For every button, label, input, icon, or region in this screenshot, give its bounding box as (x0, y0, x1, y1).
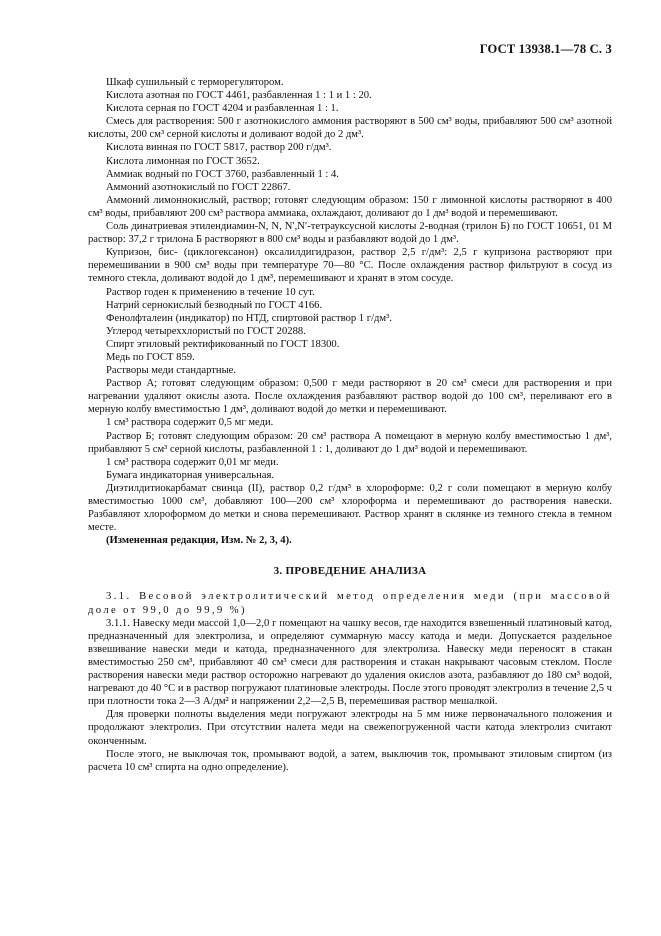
paragraph: Купризон, бис- (циклогексанон) оксалилдигидразон, раствор 2,5 г/дм³: 2,5 г купризона растворяют при перемешивании в 900 см³ воды при температуре 70—80 °С. После охлаждения раствор фильтруют в сосуд из темного стекла, доливают водой до 1 дм³, перемешивают и хранят в этом сосуде. (88, 247, 612, 285)
paragraph: Растворы меди стандартные. (106, 365, 237, 377)
paragraph: 1 см³ раствора содержит 0,5 мг меди. (106, 417, 274, 429)
paragraph: Шкаф сушильный с терморегулятором. (106, 77, 284, 88)
edition-note: (Измененная редакция, Изм. № 2, 3, 4). (106, 535, 292, 547)
paragraph: Кислота винная по ГОСТ 5817, раствор 200 г/дм³. (106, 142, 332, 154)
paragraph: Кислота серная по ГОСТ 4204 и разбавленная 1 : 1. (106, 103, 339, 115)
paragraph: Диэтилдитиокарбамат свинца (II), раствор 0,2 г/дм³ в хлороформе: 0,2 г соли помещают в мерную колбу вместимостью 1000 см³, добавляют 100—200 см³ хлороформа и перемешивают до растворения навески. Разбавляют хлороформом до метки и снова перемешивают. Раствор хранят в склянке из темного стекла в темном месте. (88, 482, 612, 534)
paragraph: Фенолфталеин (индикатор) по НТД, спиртовой раствор 1 г/дм³. (106, 312, 392, 324)
document-body (88, 76, 612, 774)
paragraph: Аммоний лимоннокислый, раствор; готовят следующим образом: 150 г лимонной кислоты растворяют в 400 см³ воды, прибавляют 200 см³ раствора аммиака, охлаждают, доливают до 1 дм³ водой и перемешивают. (88, 194, 612, 219)
paragraph: Углерод четыреххлористый по ГОСТ 20288. (106, 325, 306, 337)
section-title: 3. ПРОВЕДЕНИЕ АНАЛИЗА (273, 565, 427, 578)
paragraph: Кислота азотная по ГОСТ 4461, разбавленная 1 : 1 и 1 : 20. (106, 90, 372, 102)
paragraph: Раствор годен к применению в течение 10 сут. (106, 286, 315, 298)
paragraph: Аммоний азотнокислый по ГОСТ 22867. (106, 181, 291, 193)
paragraph: Аммиак водный по ГОСТ 3760, разбавленный 1 : 4. (106, 168, 339, 180)
paragraph: 3.1.1. Навеску меди массой 1,0—2,0 г помещают на чашку весов, где находится взвешенный платиновый катод, предназначенный для электролиза, и определяют суммарную массу катода и меди. Допускается раздельное взвешивание навески меди и катода, предназначенного для электролиза. Навеску меди переносят в стакан вместимостью 250 см³, прибавляют 40 см³ смеси для растворения и стакан накрывают часовым стеклом. После растворения навески меди раствор осторожно нагревают до удаления окислов азота, разбавляют до 180 см³ водой, нагревают до 40 °С и в раствор погружают платиновые электроды. После этого проводят электролиз в течение 2,5 ч при плотности тока 2—3 А/дм² и напряжении 2,2—2,5 В, перемешивая раствор мешалкой. (88, 617, 612, 708)
paragraph: Раствор А; готовят следующим образом: 0,500 г меди растворяют в 20 см³ смеси для растворения и при нагревании удаляют окислы азота. После охлаждения разбавляют раствор водой до 100 см³, переливают его в мерную колбу вместимостью 1 дм³, доливают водой до метки и перемешивают. (88, 378, 612, 416)
paragraph: Бумага индикаторная универсальная. (106, 469, 275, 481)
page-header: ГОСТ 13938.1—78 С. 3 (479, 42, 612, 56)
paragraph: Кислота лимонная по ГОСТ 3652. (106, 155, 260, 167)
paragraph: После этого, не выключая ток, промывают водой, а затем, выключив ток, промывают этиловым спиртом (из расчета 10 см³ спирта на одно определение). (88, 748, 612, 773)
paragraph: Медь по ГОСТ 859. (106, 351, 195, 363)
paragraph: Соль динатриевая этилендиамин-N, N, N′,N′-тетрауксусной кислоты 2-водная (трилон Б) по ГОСТ 10651, 01 М раствор: 37,2 г трилона Б растворяют в 800 см³ воды и разбавляют водой до 1 дм³. (88, 221, 612, 246)
subsection-heading: 3.1. Весовой электролитический метод определения меди (при массовой доле от 99,0 до 99,9 %) (88, 591, 612, 616)
paragraph: Раствор Б; готовят следующим образом: 20 см³ раствора А помещают в мерную колбу вместимостью 1 дм³, прибавляют 5 см³ серной кислоты, разбавленной 1 : 1, доливают до 1 дм³ водой и перемешивают. (88, 430, 612, 455)
paragraph: 1 см³ раствора содержит 0,01 мг меди. (106, 456, 279, 468)
paragraph: Смесь для растворения: 500 г азотнокислого аммония растворяют в 500 см³ воды, прибавляют 500 см³ азотной кислоты, 200 см³ серной кислоты и доливают водой до 2 дм³. (88, 116, 612, 141)
paragraph: Натрий сернокислый безводный по ГОСТ 4166. (106, 299, 323, 311)
paragraph: Спирт этиловый ректификованный по ГОСТ 18300. (106, 338, 340, 350)
paragraph: Для проверки полноты выделения меди погружают электроды на 5 мм ниже первоначального положения и продолжают электролиз. При отсутствии налета меди на свежепогруженной части катода электролиз считают оконченным. (88, 709, 612, 747)
